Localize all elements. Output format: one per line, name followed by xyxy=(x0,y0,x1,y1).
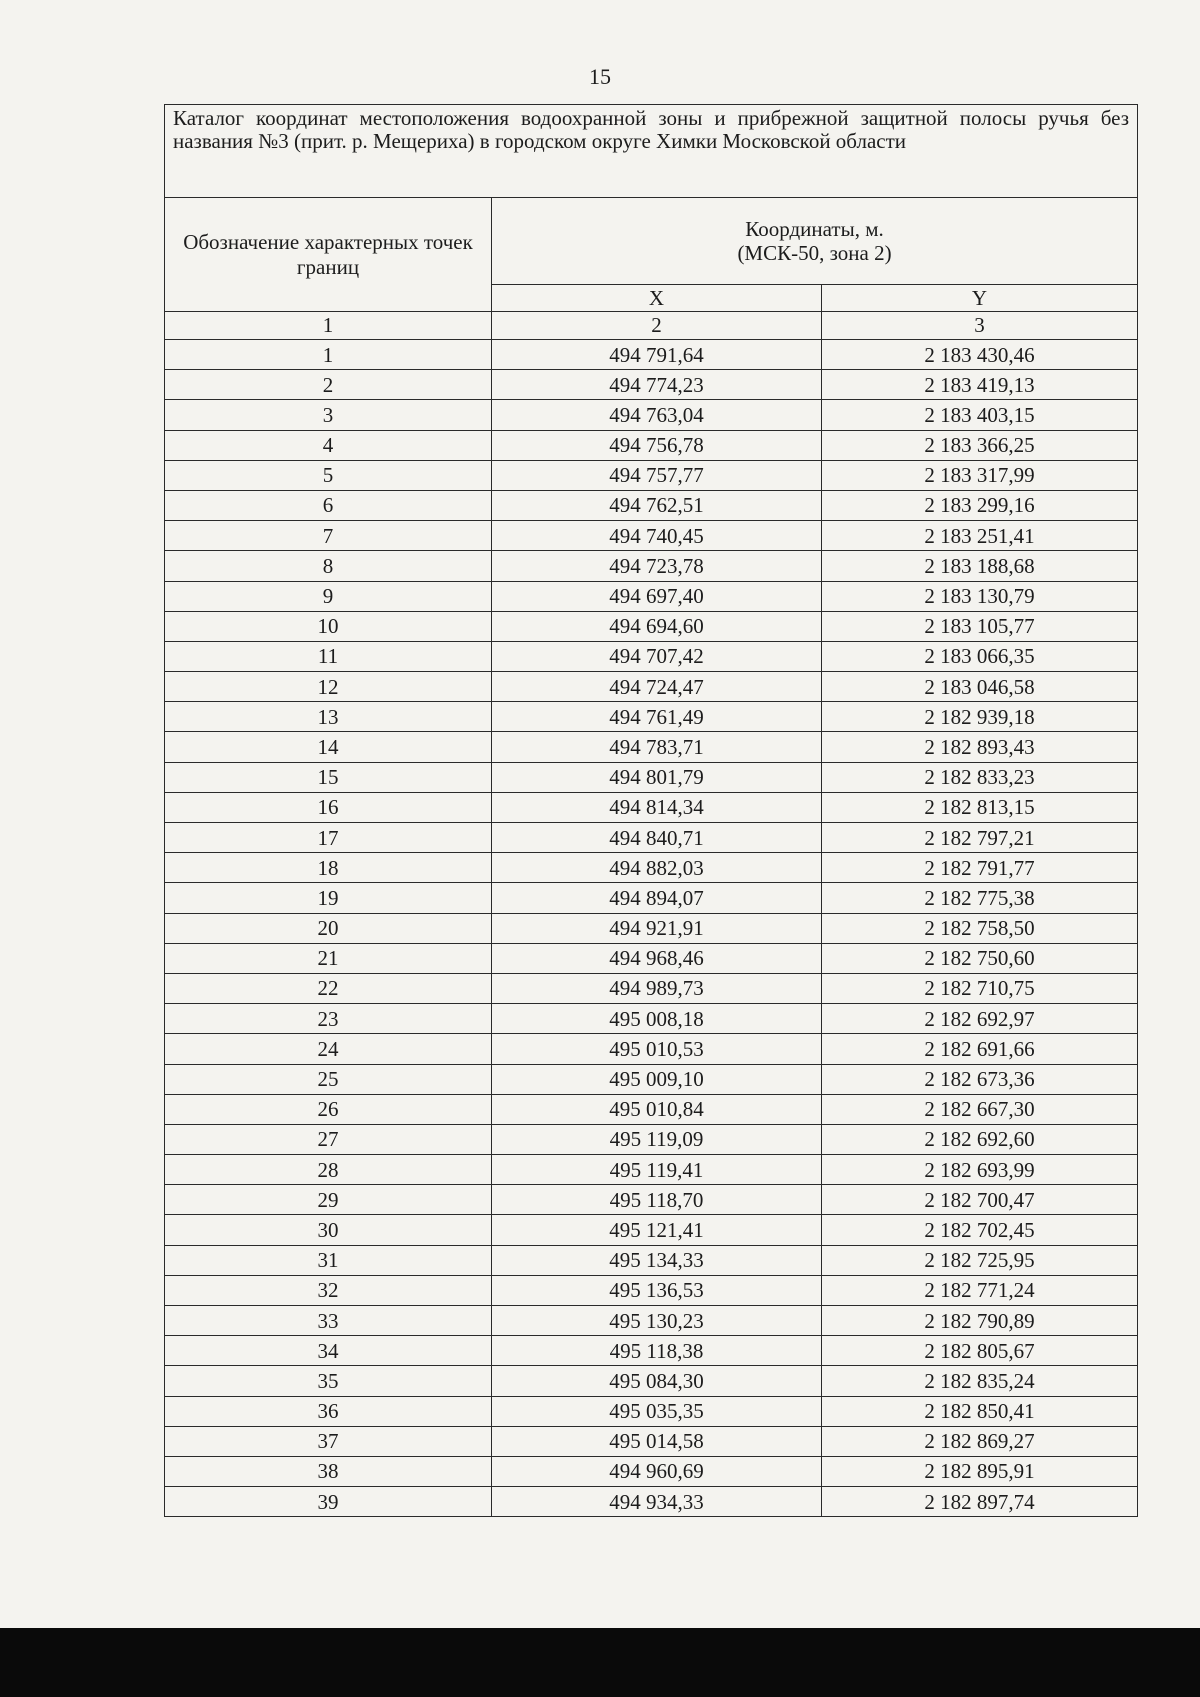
cell-x: 494 756,78 xyxy=(492,430,822,460)
table-row xyxy=(165,1487,1138,1517)
cell-x: 494 697,40 xyxy=(492,581,822,611)
table-row xyxy=(165,1094,1138,1124)
cell-x: 495 118,38 xyxy=(492,1336,822,1366)
cell-x: 495 134,33 xyxy=(492,1245,822,1275)
cell-y: 2 182 897,74 xyxy=(822,1487,1138,1517)
cell-x: 494 814,34 xyxy=(492,792,822,822)
scan-bottom-edge xyxy=(0,1628,1200,1697)
table-row xyxy=(165,430,1138,460)
cell-y: 2 183 188,68 xyxy=(822,551,1138,581)
table-row xyxy=(165,460,1138,490)
table-row xyxy=(165,1245,1138,1275)
table-body xyxy=(165,340,1138,1517)
cell-x: 495 010,53 xyxy=(492,1034,822,1064)
table-row xyxy=(165,1336,1138,1366)
cell-y: 2 182 725,95 xyxy=(822,1245,1138,1275)
cell-y: 2 183 105,77 xyxy=(822,611,1138,641)
cell-y: 2 182 939,18 xyxy=(822,702,1138,732)
cell-point: 8 xyxy=(165,551,492,581)
cell-x: 495 118,70 xyxy=(492,1185,822,1215)
table-row xyxy=(165,732,1138,762)
cell-y: 2 182 791,77 xyxy=(822,853,1138,883)
cell-x: 494 724,47 xyxy=(492,672,822,702)
table-row xyxy=(165,1064,1138,1094)
table-row xyxy=(165,973,1138,1003)
cell-x: 494 761,49 xyxy=(492,702,822,732)
cell-point: 7 xyxy=(165,521,492,551)
cell-y: 2 182 667,30 xyxy=(822,1094,1138,1124)
table-row xyxy=(165,340,1138,370)
table-row xyxy=(165,1155,1138,1185)
cell-point: 9 xyxy=(165,581,492,611)
table-row xyxy=(165,1034,1138,1064)
cell-point: 34 xyxy=(165,1336,492,1366)
cell-x: 495 136,53 xyxy=(492,1275,822,1305)
table-row xyxy=(165,1275,1138,1305)
cell-point: 18 xyxy=(165,853,492,883)
table-row xyxy=(165,490,1138,520)
cell-point: 31 xyxy=(165,1245,492,1275)
cell-x: 495 130,23 xyxy=(492,1306,822,1336)
cell-x: 494 783,71 xyxy=(492,732,822,762)
cell-y: 2 182 700,47 xyxy=(822,1185,1138,1215)
cell-x: 494 882,03 xyxy=(492,853,822,883)
cell-x: 495 014,58 xyxy=(492,1426,822,1456)
cell-point: 28 xyxy=(165,1155,492,1185)
header-boundary-points-label: Обозначение характерных точек границ xyxy=(183,230,473,279)
cell-point: 36 xyxy=(165,1396,492,1426)
table-row xyxy=(165,853,1138,883)
table-row xyxy=(165,1004,1138,1034)
header-coordinates-system: (МСК-50, зона 2) xyxy=(737,241,892,265)
column-number-3: 3 xyxy=(822,312,1138,340)
cell-y: 2 183 403,15 xyxy=(822,400,1138,430)
cell-y: 2 182 691,66 xyxy=(822,1034,1138,1064)
header-x: X xyxy=(492,285,822,312)
cell-x: 494 791,64 xyxy=(492,340,822,370)
cell-y: 2 182 775,38 xyxy=(822,883,1138,913)
table-row xyxy=(165,1185,1138,1215)
cell-point: 13 xyxy=(165,702,492,732)
cell-y: 2 183 299,16 xyxy=(822,490,1138,520)
page-number: 15 xyxy=(589,64,611,89)
table-row xyxy=(165,611,1138,641)
table-row xyxy=(165,943,1138,973)
cell-point: 22 xyxy=(165,973,492,1003)
header-coordinates xyxy=(492,198,1138,285)
cell-x: 495 009,10 xyxy=(492,1064,822,1094)
cell-x: 494 921,91 xyxy=(492,913,822,943)
cell-point: 20 xyxy=(165,913,492,943)
cell-y: 2 183 251,41 xyxy=(822,521,1138,551)
cell-y: 2 182 805,67 xyxy=(822,1336,1138,1366)
cell-point: 6 xyxy=(165,490,492,520)
cell-y: 2 182 813,15 xyxy=(822,792,1138,822)
cell-x: 494 740,45 xyxy=(492,521,822,551)
table-row xyxy=(165,762,1138,792)
cell-point: 35 xyxy=(165,1366,492,1396)
column-number-2: 2 xyxy=(492,312,822,340)
cell-x: 494 757,77 xyxy=(492,460,822,490)
header-coordinates-units: Координаты, м. xyxy=(745,216,884,241)
cell-point: 24 xyxy=(165,1034,492,1064)
cell-point: 27 xyxy=(165,1124,492,1154)
table-row xyxy=(165,823,1138,853)
cell-x: 495 119,41 xyxy=(492,1155,822,1185)
coordinates-table xyxy=(164,104,1138,1517)
cell-x: 495 010,84 xyxy=(492,1094,822,1124)
cell-x: 494 801,79 xyxy=(492,762,822,792)
cell-y: 2 182 692,60 xyxy=(822,1124,1138,1154)
cell-y: 2 183 130,79 xyxy=(822,581,1138,611)
cell-point: 38 xyxy=(165,1456,492,1486)
table-row xyxy=(165,1426,1138,1456)
table-row xyxy=(165,1366,1138,1396)
table-row xyxy=(165,883,1138,913)
cell-y: 2 182 895,91 xyxy=(822,1456,1138,1486)
cell-y: 2 183 366,25 xyxy=(822,430,1138,460)
table-row xyxy=(165,672,1138,702)
table-caption: Каталог координат местоположения водоохранной зоны и прибрежной защитной полосы ручья без названия №3 (прит. р. Мещериха) в городском округе Химки Московской области xyxy=(165,105,1138,198)
cell-y: 2 182 833,23 xyxy=(822,762,1138,792)
table-row xyxy=(165,1124,1138,1154)
cell-point: 37 xyxy=(165,1426,492,1456)
cell-x: 494 968,46 xyxy=(492,943,822,973)
cell-y: 2 182 758,50 xyxy=(822,913,1138,943)
cell-point: 4 xyxy=(165,430,492,460)
table-row xyxy=(165,400,1138,430)
table-row xyxy=(165,521,1138,551)
cell-point: 19 xyxy=(165,883,492,913)
cell-x: 495 119,09 xyxy=(492,1124,822,1154)
column-number-1: 1 xyxy=(165,312,492,340)
cell-x: 495 121,41 xyxy=(492,1215,822,1245)
cell-x: 494 934,33 xyxy=(492,1487,822,1517)
cell-y: 2 182 850,41 xyxy=(822,1396,1138,1426)
cell-x: 495 008,18 xyxy=(492,1004,822,1034)
cell-x: 494 763,04 xyxy=(492,400,822,430)
cell-x: 495 035,35 xyxy=(492,1396,822,1426)
cell-y: 2 182 750,60 xyxy=(822,943,1138,973)
cell-point: 1 xyxy=(165,340,492,370)
cell-x: 494 774,23 xyxy=(492,370,822,400)
cell-y: 2 182 893,43 xyxy=(822,732,1138,762)
cell-y: 2 182 673,36 xyxy=(822,1064,1138,1094)
cell-point: 33 xyxy=(165,1306,492,1336)
cell-y: 2 182 702,45 xyxy=(822,1215,1138,1245)
cell-point: 26 xyxy=(165,1094,492,1124)
cell-x: 495 084,30 xyxy=(492,1366,822,1396)
cell-x: 494 694,60 xyxy=(492,611,822,641)
cell-y: 2 182 835,24 xyxy=(822,1366,1138,1396)
cell-y: 2 183 066,35 xyxy=(822,641,1138,671)
cell-y: 2 183 046,58 xyxy=(822,672,1138,702)
table-row xyxy=(165,792,1138,822)
table-row xyxy=(165,1306,1138,1336)
cell-x: 494 840,71 xyxy=(492,823,822,853)
cell-point: 32 xyxy=(165,1275,492,1305)
table-row xyxy=(165,581,1138,611)
cell-y: 2 183 419,13 xyxy=(822,370,1138,400)
cell-y: 2 182 797,21 xyxy=(822,823,1138,853)
cell-point: 23 xyxy=(165,1004,492,1034)
cell-y: 2 182 869,27 xyxy=(822,1426,1138,1456)
cell-point: 11 xyxy=(165,641,492,671)
cell-point: 30 xyxy=(165,1215,492,1245)
cell-point: 3 xyxy=(165,400,492,430)
table-row xyxy=(165,551,1138,581)
table-row xyxy=(165,702,1138,732)
cell-x: 494 894,07 xyxy=(492,883,822,913)
cell-point: 16 xyxy=(165,792,492,822)
cell-x: 494 989,73 xyxy=(492,973,822,1003)
cell-x: 494 960,69 xyxy=(492,1456,822,1486)
cell-point: 29 xyxy=(165,1185,492,1215)
cell-point: 10 xyxy=(165,611,492,641)
header-y: Y xyxy=(822,285,1138,312)
cell-point: 5 xyxy=(165,460,492,490)
cell-y: 2 182 692,97 xyxy=(822,1004,1138,1034)
table-row xyxy=(165,641,1138,671)
table-row xyxy=(165,913,1138,943)
cell-y: 2 182 693,99 xyxy=(822,1155,1138,1185)
table-row xyxy=(165,1396,1138,1426)
table-row xyxy=(165,1215,1138,1245)
cell-point: 25 xyxy=(165,1064,492,1094)
cell-y: 2 182 771,24 xyxy=(822,1275,1138,1305)
cell-y: 2 182 710,75 xyxy=(822,973,1138,1003)
cell-y: 2 182 790,89 xyxy=(822,1306,1138,1336)
cell-y: 2 183 317,99 xyxy=(822,460,1138,490)
cell-point: 14 xyxy=(165,732,492,762)
cell-point: 39 xyxy=(165,1487,492,1517)
cell-y: 2 183 430,46 xyxy=(822,340,1138,370)
cell-point: 15 xyxy=(165,762,492,792)
header-boundary-points xyxy=(165,198,492,312)
cell-x: 494 707,42 xyxy=(492,641,822,671)
cell-point: 2 xyxy=(165,370,492,400)
cell-point: 12 xyxy=(165,672,492,702)
table-row xyxy=(165,1456,1138,1486)
table-row xyxy=(165,370,1138,400)
cell-x: 494 723,78 xyxy=(492,551,822,581)
cell-point: 21 xyxy=(165,943,492,973)
cell-point: 17 xyxy=(165,823,492,853)
cell-x: 494 762,51 xyxy=(492,490,822,520)
